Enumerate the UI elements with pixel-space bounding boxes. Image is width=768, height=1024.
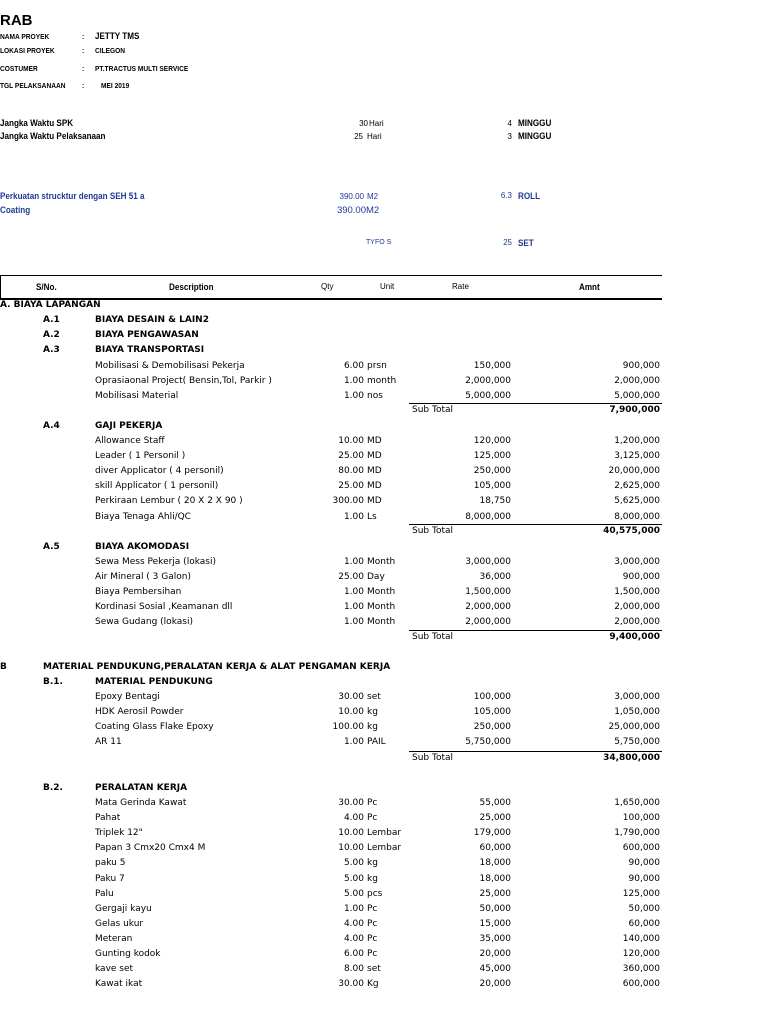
item-amount: 2,000,000 [614,617,660,627]
item-rate: 179,000 [473,828,511,838]
item-rate: 20,000 [479,979,511,989]
group-code: A.1 [43,315,60,325]
item-amount: 50,000 [628,904,660,914]
scope-item-qty2: 6.3 [500,191,512,200]
section-b-title: MATERIAL PENDUKUNG,PERALATAN KERJA & ALAT PENGAMAN KERJA [43,662,391,672]
item-qty: 5.00 [343,858,364,868]
group-name: MATERIAL PENDUKUNG [95,677,213,687]
item-rate: 36,000 [479,572,511,582]
item-description: Biaya Pembersihan [95,587,182,597]
item-rate: 120,000 [473,436,511,446]
item-description: Biaya Tenaga Ahli/QC [95,512,191,522]
header-sno: S/No. [36,282,57,292]
item-description: Air Mineral ( 3 Galon) [95,572,191,582]
item-amount: 1,500,000 [614,587,660,597]
item-qty: 25.00 [338,451,364,461]
item-rate: 25,000 [479,889,511,899]
scope-item-qty: 390.00 [336,205,366,216]
item-amount: 1,200,000 [614,436,660,446]
subtotal-label: Sub Total [412,405,454,415]
info-value-date: MEI 2019 [101,81,130,90]
scope-item-unit: M2 [366,205,380,216]
item-description: Meteran [95,934,133,944]
item-rate: 18,000 [479,858,511,868]
item-description: Palu [95,889,114,899]
item-rate: 60,000 [479,843,511,853]
item-amount: 3,125,000 [614,451,660,461]
item-unit: pcs [367,889,383,899]
duration-spk-weeks-unit: MINGGU [518,118,552,128]
item-amount: 600,000 [622,979,660,989]
item-description: Kordinasi Sosial ,Keamanan dll [95,602,233,612]
item-unit: Pc [367,798,378,808]
item-description: HDK Aerosil Powder [95,707,184,717]
item-description: paku 5 [95,858,126,868]
item-amount: 1,050,000 [614,707,660,717]
item-description: Pahat [95,813,121,823]
item-description: Coating Glass Flake Epoxy [95,722,214,732]
item-amount: 60,000 [628,919,660,929]
item-rate: 2,000,000 [465,376,511,386]
item-amount: 100,000 [622,813,660,823]
item-unit: Lembar [367,843,402,853]
group-code: B.2. [43,783,63,793]
item-amount: 20,000,000 [608,466,660,476]
item-unit: Kg [367,979,379,989]
item-amount: 2,000,000 [614,376,660,386]
item-amount: 900,000 [622,361,660,371]
item-rate: 2,000,000 [465,602,511,612]
item-description: Gergaji kayu [95,904,152,914]
info-label-project: NAMA PROYEK [0,32,50,41]
info-value-customer: PT.TRACTUS MULTI SERVICE [95,64,189,73]
info-sep: : [82,64,85,73]
subtotal-label: Sub Total [412,526,454,536]
item-rate: 5,000,000 [465,391,511,401]
subtotal-rule [409,751,662,752]
item-qty: 6.00 [343,949,364,959]
header-unit: Unit [380,282,395,291]
item-rate: 105,000 [473,707,511,717]
item-qty: 6.00 [343,361,364,371]
item-description: Gelas ukur [95,919,144,929]
group-name: BIAYA DESAIN & LAIN2 [95,315,209,325]
item-amount: 1,650,000 [614,798,660,808]
item-unit: MD [367,481,382,491]
header-rate: Rate [452,282,469,291]
item-description: skill Applicator ( 1 personil) [95,481,219,491]
item-unit: Month [367,587,396,597]
item-qty: 30.00 [338,798,364,808]
item-amount: 1,790,000 [614,828,660,838]
item-unit: PAIL [367,737,386,747]
duration-spk-days: 30 [359,119,368,128]
item-rate: 5,750,000 [465,737,511,747]
item-description: Kawat ikat [95,979,143,989]
section-a-title: A. BIAYA LAPANGAN [0,300,101,310]
item-amount: 900,000 [622,572,660,582]
item-rate: 50,000 [479,904,511,914]
info-sep: : [82,81,85,90]
item-unit: MD [367,436,382,446]
item-unit: prsn [367,361,387,371]
item-qty: 1.00 [343,904,364,914]
item-qty: 4.00 [343,934,364,944]
tyfo-unit: SET [518,238,534,248]
scope-item-unit: M2 [367,192,379,201]
header-amnt: Amnt [579,282,600,292]
item-unit: Pc [367,904,378,914]
item-qty: 5.00 [343,889,364,899]
item-description: Mobilisasi & Demobilisasi Pekerja [95,361,245,371]
item-qty: 10.00 [338,843,364,853]
item-description: Papan 3 Cmx20 Cmx4 M [95,843,206,853]
info-value-project: JETTY TMS [95,31,140,41]
item-unit: set [367,692,381,702]
item-qty: 1.00 [343,557,364,567]
scope-item-qty: 390.00 [339,192,364,201]
item-description: Allowance Staff [95,436,165,446]
item-description: Sewa Mess Pekerja (lokasi) [95,557,216,567]
group-code: B.1. [43,677,63,687]
item-amount: 360,000 [622,964,660,974]
item-unit: set [367,964,381,974]
item-description: Oprasiaonal Project( Bensin,Tol, Parkir ) [95,376,272,386]
item-rate: 18,000 [479,874,511,884]
item-description: Leader ( 1 Personil ) [95,451,186,461]
item-rate: 55,000 [479,798,511,808]
item-qty: 30.00 [338,979,364,989]
item-rate: 18,750 [479,496,511,506]
item-unit: kg [367,707,378,717]
group-code: A.3 [43,345,60,355]
subtotal-label: Sub Total [412,632,454,642]
info-sep: : [82,46,85,55]
info-label-location: LOKASI PROYEK [0,46,55,55]
item-unit: Day [367,572,385,582]
item-qty: 80.00 [338,466,364,476]
item-description: AR 11 [95,737,122,747]
duration-spk-weeks: 4 [507,119,512,128]
item-amount: 90,000 [628,874,660,884]
item-qty: 1.00 [343,587,364,597]
info-value-location: CILEGON [95,46,126,55]
item-qty: 4.00 [343,813,364,823]
scope-item-label: Coating [0,205,31,215]
group-name: BIAYA PENGAWASAN [95,330,199,340]
item-rate: 15,000 [479,919,511,929]
item-unit: Ls [367,512,377,522]
item-unit: Month [367,602,396,612]
item-rate: 105,000 [473,481,511,491]
item-qty: 5.00 [343,874,364,884]
item-rate: 2,000,000 [465,617,511,627]
item-unit: Month [367,617,396,627]
table-left-rule [0,275,1,299]
item-description: Mobilisasi Material [95,391,179,401]
item-rate: 45,000 [479,964,511,974]
item-unit: MD [367,451,382,461]
item-unit: MD [367,466,382,476]
group-name: BIAYA TRANSPORTASI [95,345,205,355]
item-amount: 5,625,000 [614,496,660,506]
b1-subtotal: 34,800,000 [603,753,660,763]
item-amount: 140,000 [622,934,660,944]
tyfo-qty: 25 [503,238,512,247]
scope-item-label: Perkuatan strucktur dengan SEH 51 a [0,191,145,201]
item-amount: 3,000,000 [614,557,660,567]
item-amount: 125,000 [622,889,660,899]
item-qty: 25.00 [338,481,364,491]
duration-exec-label: Jangka Waktu Pelaksanaan [0,131,106,141]
item-rate: 8,000,000 [465,512,511,522]
info-sep: : [82,32,85,41]
item-amount: 120,000 [622,949,660,959]
item-description: kave set [95,964,134,974]
item-unit: MD [367,496,382,506]
a5-subtotal: 9,400,000 [609,632,660,642]
item-unit: kg [367,722,378,732]
scope-item-unit2: ROLL [518,191,541,201]
table-top-rule [0,275,662,276]
item-description: diver Applicator ( 4 personil) [95,466,224,476]
item-unit: Pc [367,813,378,823]
item-qty: 1.00 [343,512,364,522]
duration-spk-days-unit: Hari [369,119,384,128]
duration-exec-weeks-unit: MINGGU [518,131,552,141]
document-title: RAB [0,12,33,29]
item-amount: 25,000,000 [608,722,660,732]
item-amount: 8,000,000 [614,512,660,522]
item-unit: Pc [367,919,378,929]
item-qty: 1.00 [343,737,364,747]
item-description: Paku 7 [95,874,125,884]
section-b-code: B [0,662,7,672]
item-description: Epoxy Bentagi [95,692,160,702]
item-rate: 125,000 [473,451,511,461]
tyfo-label: TYFO S [366,239,392,246]
info-label-date: TGL PELAKSANAAN [0,81,66,90]
item-qty: 1.00 [343,617,364,627]
item-rate: 150,000 [473,361,511,371]
item-unit: month [367,376,397,386]
group-name: GAJI PEKERJA [95,421,163,431]
item-amount: 5,750,000 [614,737,660,747]
group-code: A.2 [43,330,60,340]
item-qty: 1.00 [343,391,364,401]
a3-subtotal: 7,900,000 [609,405,660,415]
item-unit: Lembar [367,828,402,838]
group-name: PERALATAN KERJA [95,783,188,793]
item-unit: Pc [367,934,378,944]
item-qty: 1.00 [343,602,364,612]
item-qty: 10.00 [338,828,364,838]
duration-spk-label: Jangka Waktu SPK [0,118,74,128]
item-qty: 10.00 [338,436,364,446]
item-description: Perkiraan Lembur ( 20 X 2 X 90 ) [95,496,243,506]
item-rate: 250,000 [473,722,511,732]
item-qty: 30.00 [338,692,364,702]
item-qty: 8.00 [343,964,364,974]
item-unit: Pc [367,949,378,959]
item-qty: 1.00 [343,376,364,386]
item-rate: 1,500,000 [465,587,511,597]
subtotal-label: Sub Total [412,753,454,763]
duration-exec-days-unit: Hari [367,132,382,141]
item-rate: 3,000,000 [465,557,511,567]
item-qty: 300.00 [332,496,364,506]
subtotal-rule [409,630,662,631]
duration-exec-weeks: 3 [507,132,512,141]
item-amount: 90,000 [628,858,660,868]
subtotal-rule [409,403,662,404]
item-amount: 3,000,000 [614,692,660,702]
item-unit: nos [367,391,383,401]
item-rate: 100,000 [473,692,511,702]
header-qty: Qty [321,282,334,291]
header-description: Description [169,282,214,292]
info-label-customer: COSTUMER [0,64,38,73]
item-amount: 2,625,000 [614,481,660,491]
group-name: BIAYA AKOMODASI [95,542,190,552]
item-amount: 5,000,000 [614,391,660,401]
item-unit: kg [367,858,378,868]
item-rate: 250,000 [473,466,511,476]
item-description: Triplek 12" [95,828,143,838]
item-amount: 2,000,000 [614,602,660,612]
item-qty: 10.00 [338,707,364,717]
item-amount: 600,000 [622,843,660,853]
duration-exec-days: 25 [354,132,363,141]
item-description: Gunting kodok [95,949,161,959]
item-unit: Month [367,557,396,567]
subtotal-rule [409,524,662,525]
item-qty: 100.00 [332,722,364,732]
item-rate: 35,000 [479,934,511,944]
group-code: A.4 [43,421,60,431]
item-qty: 4.00 [343,919,364,929]
group-code: A.5 [43,542,60,552]
item-rate: 20,000 [479,949,511,959]
item-unit: kg [367,874,378,884]
item-description: Mata Gerinda Kawat [95,798,187,808]
item-description: Sewa Gudang (lokasi) [95,617,193,627]
item-qty: 25.00 [338,572,364,582]
item-rate: 25,000 [479,813,511,823]
a4-subtotal: 40,575,000 [603,526,660,536]
